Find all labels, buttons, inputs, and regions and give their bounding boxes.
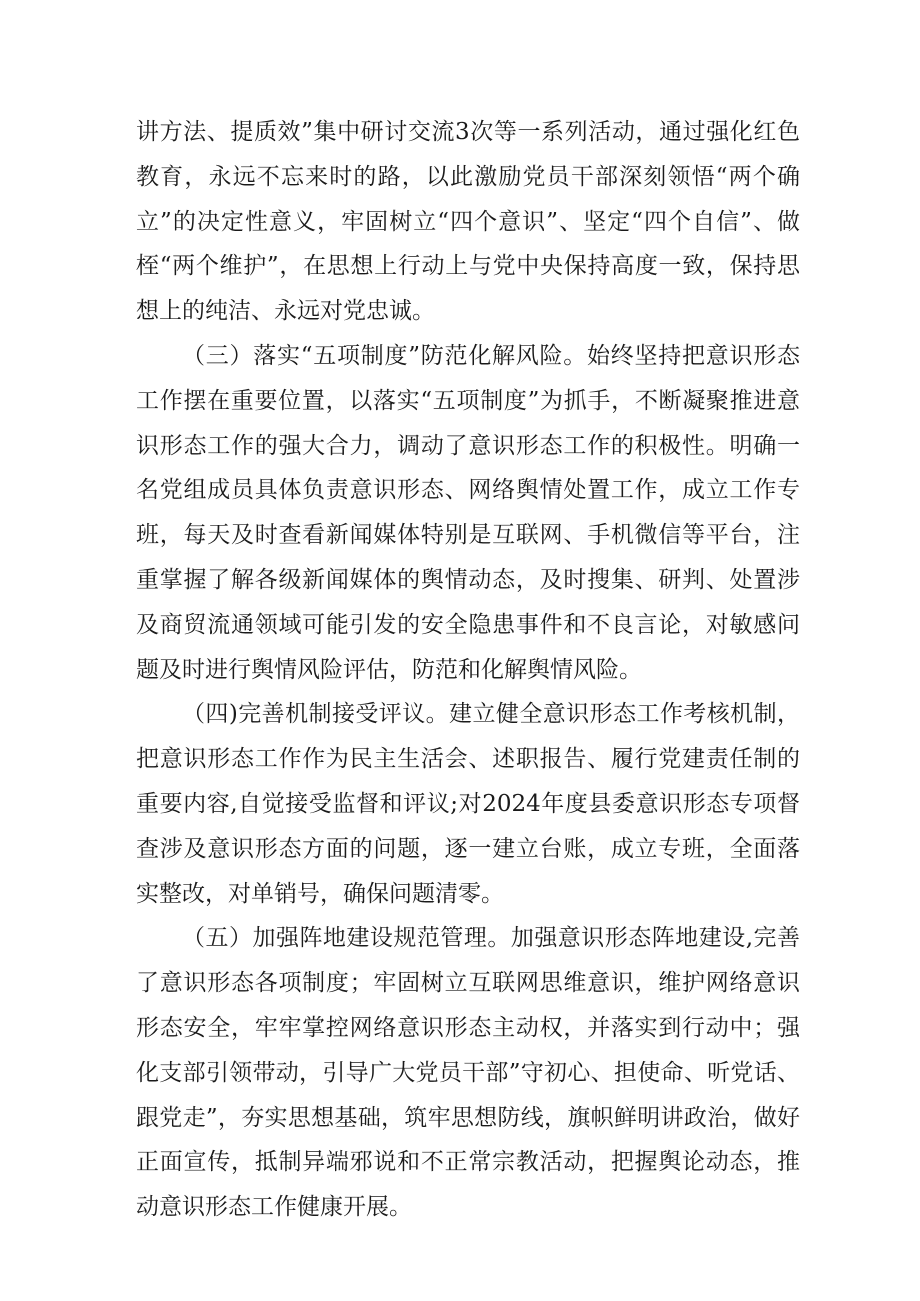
paragraph-section-five: （五）加强阵地建设规范管理。加强意识形态阵地建设,完善了意识形态各项制度；牢固树立互联网思维意识，维护网络意识形态安全，牢牢掌控网络意识形态主动权，并落实到行动中；强化支部引领带动，引导广大党员干部”守初心、担使命、听党话、跟党走”，夯实思想基础，筑牢思想防线，旗帜鲜明讲政治，做好正面宣传，抵制异端邪说和不正常宗教活动，把握舆论动态，推动意识形态工作健康开展。 [136, 925, 800, 1221]
paragraph-section-three: （三）落实“五项制度”防范化解风险。始终坚持把意识形态工作摆在重要位置，以落实“五项制度”为抓手，不断凝聚推进意识形态工作的强大合力，调动了意识形态工作的积极性。明确一名党组成员具体负责意识形态、网络舆情处置工作，成立工作专班，每天及时查看新闻媒体特别是互联网、手机微信等平台，注重掌握了解各级新闻媒体的舆情动态，及时搜集、研判、处置涉及商贸流通领域可能引发的安全隐患事件和不良言论，对敏感问题及时进行舆情风险评估，防范和化解舆情风险。 [136, 342, 800, 683]
paragraph-continuation: 讲方法、提质效”集中研讨交流3次等一系列活动，通过强化红色教育，永远不忘来时的路，以此激励党员干部深刻领悟“两个确立”的决定性意义，牢固树立“四个意识”、坚定“四个自信”、做桎“两个维护”，在思想上行动上与党中央保持高度一致，保持思想上的纯洁、永远对党忠诚。 [136, 119, 800, 325]
paragraph-section-four: （四)完善机制接受评议。建立健全意识形态工作考核机制，把意识形态工作作为民主生活会、述职报告、履行党建责任制的重要内容,自觉接受监督和评议;对2024年度县委意识形态专项督查涉及意识形态方面的问题，逐一建立台账，成立专班，全面落实整改，对单销号，确保问题清零。 [136, 701, 800, 907]
document-body [136, 110, 800, 1230]
